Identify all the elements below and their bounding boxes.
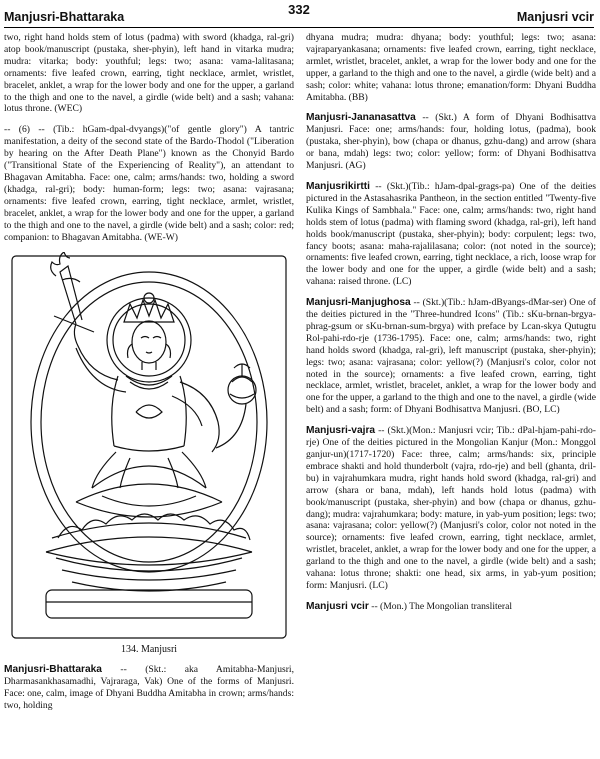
entry-text: -- (Skt.)(Tib.: hJam-dByangs-dMar-ser) One of the deities pictured in the "Three-hundred Icons" (Tib.: sKu-brnan-brgya-phrag-gsum or sKu-brnan-sum-brgya) with preface by Lcan-skya Qutugtu Rol-pahi-rdo-rje (1736-1795). Face: one, calm; arms/hands: two, right hand holds sword (khadga, ral-gri), left manuscript (pustaka, sher-phyin); legs: two; asana: vajrasana; color: yellow(?) (Manjusri's color, color not noted in the source); ornaments: a five leafed crown, earring, tight necklace, armlet, wristlet, bracelet, anklet, a wrap for the lower body and one for the upper, a garland to the thigh and one to the navel, a girdle (wide belt) and a sash; form: of Dhyani Bodhisattva Manjusri. (BO, LC) [306,297,596,416]
entry-text: -- (Skt.)(Tib.: hJam-dpal-grags-pa) One of the deities pictured in the Astasahasrika Pantheon, in the section entitled "Twenty-five Kulika Kings of Sambhala." Face: one, calm; arms/hands: two, right hand holds stem of lotus (padma) with flaming sword (khadga, ral-gri), left hand holds book/manuscript (pustaka, sher-phyin); body: corpulent; legs: two, fancy boots; asana: maha-rajalilasana; color: (not noted in the source); ornaments: five leafed crown, earring, tight necklace, a rich, loose wrap for the lower body and one for the upper, a girdle (wide belt) and a sash; vahana: raised throne. (LC) [306,180,596,288]
running-head-left: Manjusri-Bhattaraka [4,10,125,24]
entry-term: Manjusrikirtti [306,180,370,192]
entry-manjusrikirtti [306,181,596,288]
entry-text: -- (Mon.) The Mongolian transliteral [368,600,513,612]
entry-term: Manjusri-vajra [306,425,376,437]
entry-manjusri-vcir [306,601,596,613]
figure-caption: 134. Manjusri [120,644,178,656]
entry-term: Manjusri vcir [306,600,369,612]
entry-manjusri-manjughosa [306,297,596,416]
manjusri-illustration [6,252,292,642]
entry-term: Manjusri-Bhattaraka [4,664,102,676]
entry-manjusri-6: -- (6) -- (Tib.: hGam-dpal-dvyangs)("of gentle glory") A tantric manifestation, a deity of the second state of the Bardo-Thodol ("Liberation by hearing on the After Death Plane") known as the Chonyid Bardo ("Transitional State of the Experiencing of Reality"), an attendant to Bhagavan Amitabha. Face: one, calm; arms/hands: two, holding a sword (khadga, ral-gri); body: human-form; legs: two; asana: vajrasana; ornaments: five leafed crown, earring, tight necklace, armlet, wristlet, bracelet, anklet, a wrap for the lower body and one for the upper, a garland to the thigh and one to the navel, a girdle (wide belt) and a sash; color: red; companion: to Bhagavan Amitabha. (WE-W) [4,124,294,243]
entry-text: -- (Skt.) A form of Dhyani Bodhisattva Manjusri. Face: one; arms/hands: four, holding lotus, (padma), book (pustaka, sher-phyin), bow (chapa or dhanus, gzhu-dang) and arrow (shara or bana, mdah) legs: two; color: yellow; form: of Dhyani Bodhisattva Manjusri. (AG) [306,112,596,172]
entry-text: -- (Skt.: aka Amitabha-Manjusri, Dharmasankhasamadhi, Vajraraga, Vak) One of the forms of Manjusri. Face: one, calm, image of Dhyani Buddha Amitabha in crown; arms/hands: two, holding [4,664,294,712]
entry-term: Manjusri-Manjughosa [306,297,411,309]
page-number: 332 [288,2,310,17]
entry-manjusri-bhattaraka [4,664,294,712]
left-column [4,32,294,757]
running-head-right: Manjusri vcir [516,10,594,24]
header-rule [4,27,594,28]
entry-manjusri-jananasattva [306,112,596,172]
entry-manjusri-vajra [306,425,596,592]
entry-continuation: two, right hand holds stem of lotus (padma) with sword (khadga, ral-gri) atop book/manuscript (pustaka, sher-phyin), left hand in vitarka mudra; mudra: vitarka; body: youthful; legs: two; asana: vama-lalitasana; ornaments: five leafed crown, earring, tight necklace, armlet, wristlet, bracelet, anklet, a wrap for the lower body and one for the upper, a garland to the thigh and one to the navel, a girdle (wide belt) and a sash; vahana: lotus throne. (WEC) [4,32,294,115]
entry-continuation: dhyana mudra; mudra: dhyana; body: youthful; legs: two; asana: vajraparyankasana; ornaments: five leafed crown, earring, tight necklace, armlet, wristlet, bracelet, anklet, a wrap for the lower body and one for the upper, a garland to the thigh and one to the navel, a girdle (wide belt) and a sash; color: white; vahana: lotus throne; emanation/form: Dhyani Buddha Amitabha. (BB) [306,32,596,103]
page-header [4,2,594,28]
right-column [306,32,596,757]
entry-term: Manjusri-Jananasattva [306,112,416,124]
entry-text: -- (Skt.)(Mon.: Manjusri vcir; Tib.: dPal-hjam-pahi-rdo-rje) One of the deities pictured in the Mongolian Kanjur (Mon.: Monggol ganjur-un)(1717-1720) Face: three, calm; arms/hands: six, principle embrace shakti and hold thunderbolt (vajra, rdo-rje) and bell (ghanta, dril-bu) in vajrahumkara mudra, right hands hold sword (khadga, ral-gri) and arrow (shara or bana, mdah), left hands hold lotus (padma) with book/manuscript (pustaka, sher-phyin) and bow (chapa or dhanus, gzhu-dang); mudra: vajrahumkara; body: mature, in yab-yum position; legs: two; asana: vajrasana; color: yellow(?) (Manjusri's color, color not noted in the source); ornaments: five leafed crown, earring, tight necklace, armlet, wristlet, bracelet, anklet, a wrap for the lower body and one for the upper, a garland to the thigh and one to the navel, a girdle (wide belt) and a sash; vahana: lotus throne; shakti: one head, six arms, in yab-yum position; form: Manjusri. (LC) [306,425,596,591]
